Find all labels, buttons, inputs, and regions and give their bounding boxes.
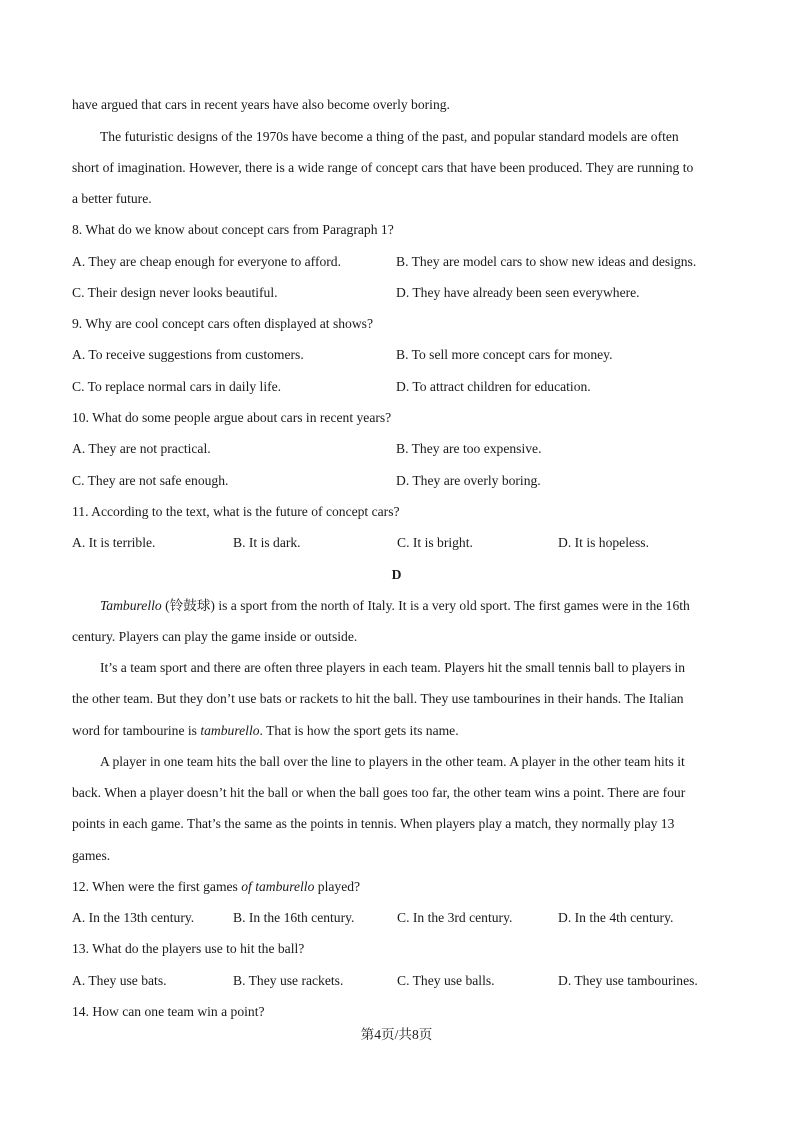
question-stem: 13. What do the players use to hit the ball? — [72, 941, 305, 956]
option-d: D. They are overly boring. — [396, 473, 541, 488]
passage-line: games. — [72, 848, 111, 863]
passage-line: century. Players can play the game inside or outside. — [72, 629, 358, 644]
question-stem: 8. What do we know about concept cars from Paragraph 1? — [72, 222, 394, 237]
italic-term: of tamburello — [241, 879, 315, 894]
section-heading: D — [391, 567, 402, 582]
passage-line: A player in one team hits the ball over the line to players in the other team. A player in the other team hits it — [100, 754, 685, 769]
page-number: 第4页/共8页 — [360, 1027, 433, 1042]
question-stem: 10. What do some people argue about cars in recent years? — [72, 410, 392, 425]
question-text: 12. When were the first games — [72, 879, 242, 894]
passage-line: The futuristic designs of the 1970s have become a thing of the past, and popular standard models are often — [100, 129, 679, 144]
option-c: C. They use balls. — [397, 973, 495, 988]
italic-term: tamburello — [200, 723, 260, 738]
passage-text: . That is how the sport gets its name. — [259, 723, 459, 738]
option-b: B. They are model cars to show new ideas and designs. — [396, 254, 697, 269]
option-a: A. It is terrible. — [72, 535, 156, 550]
option-c: C. Their design never looks beautiful. — [72, 285, 278, 300]
question-stem: 11. According to the text, what is the future of concept cars? — [72, 504, 400, 519]
option-a: A. In the 13th century. — [72, 910, 195, 925]
option-a: A. They are not practical. — [72, 441, 211, 456]
option-b: B. In the 16th century. — [233, 910, 355, 925]
passage-text: (铃鼓球) is a sport from the north of Italy. It is a very old sport. The first games were in the 16th — [161, 598, 690, 613]
passage-line: points in each game. That’s the same as the points in tennis. When players play a match, they normally play 13 — [72, 816, 675, 831]
option-d: D. They have already been seen everywhere. — [396, 285, 640, 300]
passage-line — [72, 722, 459, 740]
passage-line — [100, 597, 690, 615]
passage-line: have argued that cars in recent years have also become overly boring. — [72, 97, 450, 112]
option-a: A. They are cheap enough for everyone to afford. — [72, 254, 341, 269]
option-c: C. It is bright. — [397, 535, 473, 550]
question-stem: 14. How can one team win a point? — [72, 1004, 265, 1019]
passage-line: It’s a team sport and there are often three players in each team. Players hit the small tennis ball to players in — [100, 660, 686, 675]
option-a: A. To receive suggestions from customers. — [72, 347, 304, 362]
passage-text: word for tambourine is — [72, 723, 201, 738]
question-stem: 9. Why are cool concept cars often displayed at shows? — [72, 316, 373, 331]
option-b: B. They use rackets. — [233, 973, 344, 988]
option-d: D. To attract children for education. — [396, 379, 591, 394]
option-d: D. They use tambourines. — [558, 973, 698, 988]
option-d: D. It is hopeless. — [558, 535, 649, 550]
option-a: A. They use bats. — [72, 973, 167, 988]
option-c: C. In the 3rd century. — [397, 910, 513, 925]
italic-term: Tamburello — [100, 598, 162, 613]
option-c: C. To replace normal cars in daily life. — [72, 379, 282, 394]
option-b: B. It is dark. — [233, 535, 301, 550]
question-text: played? — [314, 879, 361, 894]
question-stem — [72, 878, 360, 896]
option-b: B. They are too expensive. — [396, 441, 542, 456]
passage-line: short of imagination. However, there is a wide range of concept cars that have been produced. They are running to — [72, 160, 694, 175]
passage-line: the other team. But they don’t use bats or rackets to hit the ball. They use tambourines in their hands. The Italian — [72, 691, 684, 706]
passage-line: back. When a player doesn’t hit the ball or when the ball goes too far, the other team wins a point. There are four — [72, 785, 686, 800]
option-d: D. In the 4th century. — [558, 910, 674, 925]
option-b: B. To sell more concept cars for money. — [396, 347, 613, 362]
option-c: C. They are not safe enough. — [72, 473, 229, 488]
passage-line: a better future. — [72, 191, 152, 206]
